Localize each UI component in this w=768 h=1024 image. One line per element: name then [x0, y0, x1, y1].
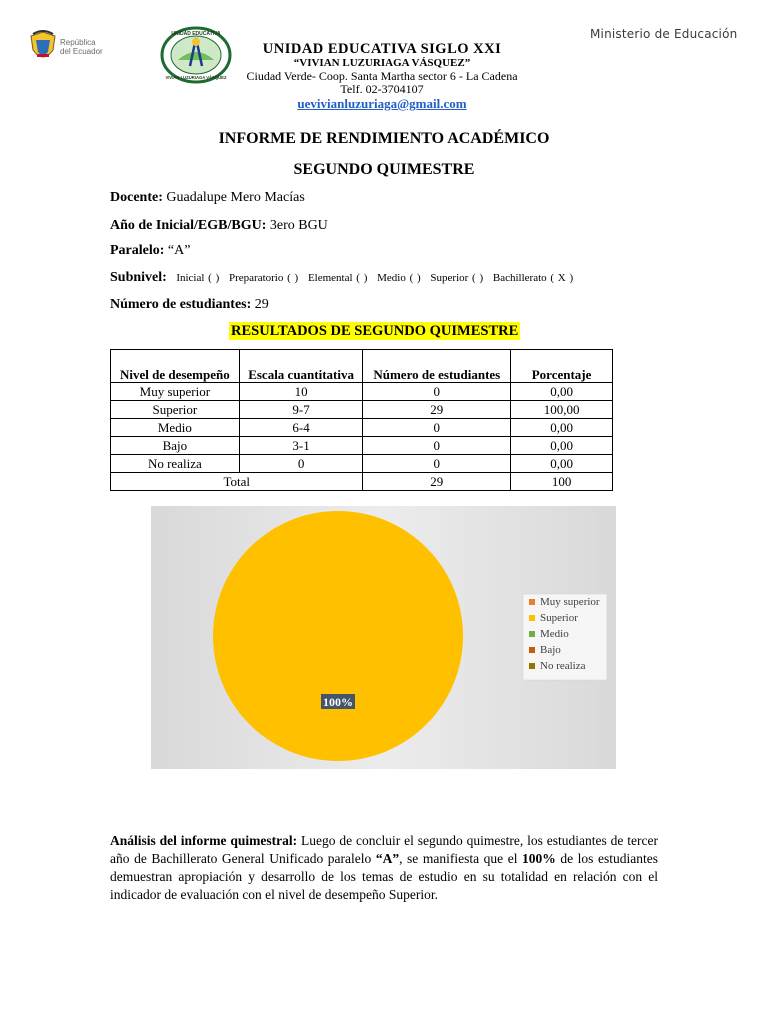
legend-label: No realiza [540, 660, 586, 672]
pie-slice-superior [213, 511, 463, 761]
legend-swatch [529, 663, 535, 669]
legend-label: Superior [540, 612, 578, 624]
legend-swatch [529, 647, 535, 653]
paralelo-label: Paralelo: [110, 243, 165, 258]
docente-label: Docente: [110, 190, 163, 205]
table-header-row [111, 350, 613, 383]
field-subnivel [110, 270, 573, 286]
cell-escala: 10 [239, 383, 363, 401]
subnivel-label: Subnivel: [110, 270, 167, 285]
table-row [111, 383, 613, 401]
cell-numero: 0 [363, 455, 511, 473]
docente-value: Guadalupe Mero Macías [166, 190, 305, 205]
analysis-text-1: Luego de concluir el segundo quimestre, los estudiantes de tercer año de Bachillerato General Unificado paralelo [110, 833, 658, 866]
total-label: Total [111, 473, 363, 491]
report-title: INFORME DE RENDIMIENTO ACADÉMICO [218, 130, 550, 147]
cell-escala: 6-4 [239, 419, 363, 437]
header-porcentaje: Porcentaje [511, 350, 613, 383]
cell-escala: 0 [239, 455, 363, 473]
cell-porcentaje: 0,00 [511, 455, 613, 473]
cell-nivel: Muy superior [111, 383, 240, 401]
table-row [111, 419, 613, 437]
cell-nivel: No realiza [111, 455, 240, 473]
table-row [111, 437, 613, 455]
ministry-label: Ministerio de Educación [590, 27, 738, 41]
cell-escala: 3-1 [239, 437, 363, 455]
republic-line2: del Ecuador [60, 47, 103, 56]
analysis-text-3: de los estudiantes demuestran apropiación y desarrollo de los temas de estudio en su totalidad en relación con el indicador de evaluación con el nivel de desempeño Superior. [110, 851, 658, 902]
legend-swatch [529, 599, 535, 605]
analysis-percent: 100% [522, 851, 556, 866]
cell-porcentaje: 100,00 [511, 401, 613, 419]
cell-escala: 9-7 [239, 401, 363, 419]
cell-numero: 0 [363, 383, 511, 401]
report-subtitle: SEGUNDO QUIMESTRE [293, 161, 475, 178]
pie-data-label-superior [321, 694, 355, 709]
subnivel-option-elemental: Elemental ( ) [307, 272, 368, 284]
header-nivel: Nivel de desempeño [111, 350, 240, 383]
republic-ecuador-logo [28, 30, 118, 66]
results-heading: RESULTADOS DE SEGUNDO QUIMESTRE [231, 323, 519, 339]
school-address: Ciudad Verde- Coop. Santa Martha sector 6 - La Cadena [246, 69, 518, 83]
table-row [111, 401, 613, 419]
anio-value: 3ero BGU [269, 218, 328, 233]
cell-numero: 29 [363, 401, 511, 419]
estudiantes-label: Número de estudiantes: [110, 297, 252, 312]
cell-numero: 0 [363, 419, 511, 437]
table-row [111, 455, 613, 473]
subnivel-option-bachillerato: Bachillerato ( X ) [492, 272, 574, 284]
cell-nivel: Medio [111, 419, 240, 437]
data-label-text: 100% [323, 695, 353, 709]
subnivel-option-preparatorio: Preparatorio ( ) [229, 272, 299, 284]
analysis-text-2: , se manifiesta que el [399, 851, 523, 866]
coat-of-arms-icon [28, 30, 58, 66]
cell-porcentaje: 0,00 [511, 437, 613, 455]
field-docente [110, 190, 305, 206]
republic-line1: República [60, 38, 96, 47]
header-escala: Escala cuantitativa [239, 350, 363, 383]
school-logo-top-text: UNIDAD EDUCATIVA [171, 31, 221, 37]
school-phone: Telf. 02-3704107 [340, 82, 424, 96]
school-email-link[interactable]: uevivianluzuriaga@gmail.com [297, 96, 467, 111]
analysis-label: Análisis del informe quimestral: [110, 833, 298, 848]
performance-table [110, 349, 613, 491]
legend-label: Muy superior [540, 596, 600, 608]
analysis-paralelo: “A” [375, 851, 400, 866]
school-logo [160, 26, 232, 84]
cell-porcentaje: 0,00 [511, 383, 613, 401]
subnivel-option-inicial: Inicial ( ) [176, 272, 220, 284]
cell-nivel: Bajo [111, 437, 240, 455]
subnivel-option-medio: Medio ( ) [377, 272, 421, 284]
paralelo-value: “A” [167, 243, 191, 258]
table-total-row [111, 473, 613, 491]
field-anio [110, 218, 328, 234]
legend-swatch [529, 631, 535, 637]
estudiantes-value: 29 [254, 297, 269, 312]
anio-label: Año de Inicial/EGB/BGU: [110, 218, 267, 233]
cell-nivel: Superior [111, 401, 240, 419]
cell-numero: 0 [363, 437, 511, 455]
analysis-paragraph [110, 832, 658, 904]
legend-swatch [529, 615, 535, 621]
total-percent: 100 [511, 473, 613, 491]
performance-pie-chart [151, 506, 616, 769]
legend-item-muy-superior [529, 596, 600, 608]
field-estudiantes [110, 297, 269, 313]
school-name: UNIDAD EDUCATIVA SIGLO XXI [262, 41, 502, 57]
field-paralelo [110, 243, 190, 259]
school-info [236, 42, 528, 112]
subnivel-option-superior: Superior ( ) [430, 272, 484, 284]
legend-label: Medio [540, 628, 569, 640]
school-logo-bottom-text: VIVIAN LUZURIAGA VÁSQUEZ [165, 75, 227, 80]
cell-porcentaje: 0,00 [511, 419, 613, 437]
total-students: 29 [363, 473, 511, 491]
header-numero: Número de estudiantes [363, 350, 511, 383]
school-subtitle: “VIVIAN LUZURIAGA VÁSQUEZ” [293, 57, 471, 69]
legend-label: Bajo [540, 644, 561, 656]
